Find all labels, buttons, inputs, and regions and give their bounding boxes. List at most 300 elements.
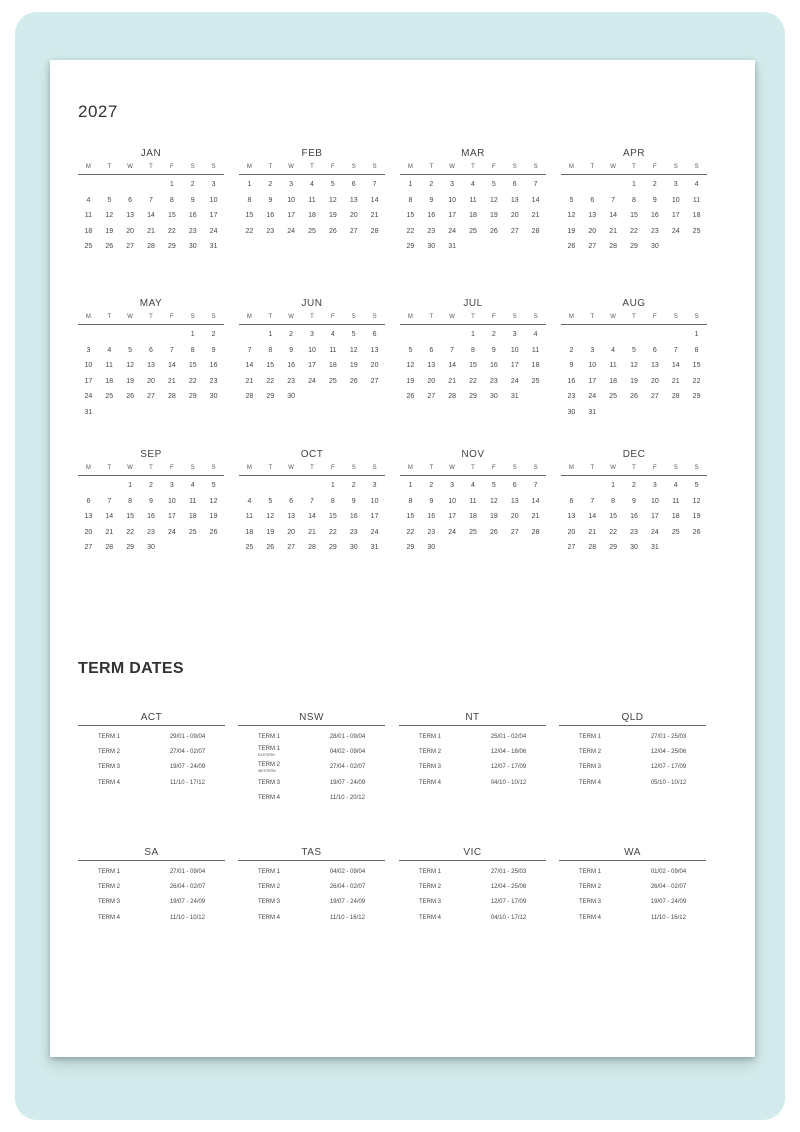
empty-day: [260, 478, 281, 494]
day-number: 19: [349, 362, 358, 369]
day-number: 28: [609, 243, 618, 250]
day-number: 29: [126, 544, 135, 551]
day-number: 4: [694, 181, 699, 188]
weekday-label: W: [610, 465, 616, 471]
term-region: EASTERN: [258, 753, 275, 758]
day-number: 23: [188, 227, 197, 235]
day-number: 13: [510, 497, 519, 505]
day-number: 26: [209, 528, 218, 536]
term-label: [78, 884, 150, 890]
term-dates: 01/02 - 09/04: [650, 868, 687, 875]
term-row: [399, 775, 546, 790]
day-number: 24: [370, 528, 379, 536]
day-number: 10: [671, 196, 680, 204]
weekday-label: T: [632, 164, 636, 170]
day-number: 22: [406, 528, 415, 536]
month-name: NOV: [461, 449, 485, 460]
day-number: 18: [469, 513, 477, 520]
day-number: 21: [588, 528, 597, 536]
weekday-header: [400, 162, 546, 175]
day-number: 12: [692, 497, 701, 505]
term-rows: [238, 864, 385, 925]
day-number: 22: [469, 377, 477, 385]
month-may: [78, 298, 224, 420]
day-number: 14: [671, 362, 680, 369]
weekday-header: [78, 463, 224, 476]
term-dates: 28/01 - 09/04: [329, 733, 366, 740]
day-number: 8: [268, 346, 273, 354]
day-number: 17: [448, 513, 457, 520]
day-number: 6: [149, 346, 153, 354]
term-label-text: TERM 1: [98, 868, 121, 875]
day-number: 1: [408, 482, 413, 489]
term-label: [559, 915, 631, 921]
day-number: 15: [167, 212, 176, 219]
term-row: [399, 864, 546, 879]
day-number: 20: [510, 513, 519, 520]
day-number: 9: [190, 196, 195, 204]
state-sa: [78, 847, 225, 925]
day-number: 4: [673, 482, 678, 489]
day-number: 19: [489, 212, 498, 219]
day-number: 7: [372, 181, 377, 188]
day-number: 26: [349, 377, 358, 385]
weekday-label: M: [407, 314, 413, 320]
day-number: 14: [588, 513, 597, 520]
weekday-label: S: [694, 465, 699, 471]
term-label: [238, 795, 310, 801]
day-number: 11: [469, 497, 477, 505]
empty-day: [281, 478, 302, 494]
day-number: 2: [211, 331, 216, 338]
day-number: 20: [126, 227, 135, 235]
month-nov: [400, 449, 546, 556]
term-label-text: TERM 1: [98, 733, 121, 740]
day-number: 8: [408, 196, 413, 204]
day-number: 29: [609, 544, 618, 551]
term-dates: 19/07 - 24/09: [329, 779, 366, 786]
day-number: 30: [427, 243, 436, 250]
term-label: [399, 884, 471, 890]
day-number: 17: [448, 212, 457, 219]
day-number: 1: [611, 482, 616, 489]
term-dates: 11/10 - 17/12: [170, 779, 205, 786]
day-number: 5: [408, 346, 413, 354]
weekday-label: T: [107, 314, 112, 320]
day-number: 25: [692, 227, 701, 235]
term-label-text: TERM 4: [258, 794, 281, 801]
weekday-label: T: [471, 164, 475, 170]
day-number: 18: [105, 377, 114, 385]
day-number: 3: [673, 181, 678, 188]
day-number: 26: [489, 528, 498, 536]
day-number: 29: [266, 393, 275, 400]
term-label: [399, 780, 471, 786]
day-number: 4: [86, 196, 91, 204]
term-dates: 12/07 - 17/09: [490, 899, 527, 906]
day-number: 19: [630, 377, 638, 385]
term-label: [399, 899, 471, 905]
term-label-text: TERM 4: [98, 779, 121, 786]
day-number: 21: [308, 528, 316, 536]
day-number: 11: [692, 196, 701, 204]
day-number: 29: [630, 243, 638, 250]
day-number: 18: [671, 513, 680, 520]
day-number: 30: [427, 544, 436, 551]
term-dates: 11/10 - 20/12: [330, 794, 365, 801]
day-number: 2: [429, 181, 434, 188]
weekday-label: S: [512, 314, 517, 320]
term-dates: 04/02 - 09/04: [329, 868, 366, 875]
day-number: 20: [567, 528, 576, 536]
weekday-label: M: [568, 164, 574, 170]
day-number: 18: [531, 362, 540, 369]
day-number: 3: [169, 482, 174, 489]
day-number: 7: [450, 346, 455, 354]
term-row: [399, 910, 546, 925]
term-dates: 29/01 - 09/04: [169, 733, 206, 740]
day-number: 23: [209, 377, 218, 385]
day-number: 27: [349, 227, 358, 235]
term-label-text: TERM 2: [98, 748, 121, 755]
day-number: 8: [471, 346, 475, 354]
term-label-text: TERM 2: [579, 883, 602, 890]
term-label-text: TERM 3: [98, 899, 121, 906]
day-number: 27: [84, 544, 93, 551]
month-oct: [239, 449, 385, 556]
day-number: 14: [147, 212, 155, 219]
weekday-label: S: [673, 465, 678, 471]
state-tas: [238, 847, 385, 925]
day-number: 20: [650, 377, 659, 385]
term-row: [399, 879, 546, 894]
day-number: 21: [448, 377, 457, 385]
day-number: 14: [448, 362, 457, 369]
day-number: 14: [308, 513, 316, 520]
day-number: 24: [84, 393, 93, 400]
day-number: 5: [694, 482, 699, 489]
term-row: [78, 744, 225, 759]
days-grid: [561, 478, 707, 556]
day-number: 27: [567, 544, 576, 551]
term-row: [238, 790, 385, 805]
term-dates: 12/04 - 18/06: [490, 748, 527, 755]
day-number: 1: [408, 181, 413, 188]
days-grid: [78, 177, 224, 255]
day-number: 28: [147, 243, 155, 250]
term-label: [78, 899, 150, 905]
day-number: 22: [328, 528, 337, 536]
day-number: 8: [169, 196, 174, 204]
term-dates: 12/07 - 17/09: [650, 764, 687, 771]
weekday-label: S: [512, 164, 517, 170]
month-name: JAN: [140, 148, 162, 159]
term-row: [238, 864, 385, 879]
term-rows: [78, 864, 225, 925]
weekday-label: M: [85, 314, 91, 320]
term-label: [78, 764, 150, 770]
day-number: 26: [328, 227, 337, 235]
empty-day: [421, 327, 442, 343]
weekday-label: T: [590, 314, 595, 320]
day-number: 21: [531, 212, 540, 219]
day-number: 12: [105, 212, 114, 219]
term-dates: 05/10 - 10/12: [650, 779, 687, 786]
weekday-label: M: [407, 164, 413, 170]
day-number: 24: [510, 377, 519, 385]
day-number: 8: [694, 346, 699, 354]
term-label-text: TERM 2: [258, 761, 281, 768]
term-label-text: TERM 2: [258, 883, 281, 890]
term-label: [399, 869, 471, 875]
term-label: [238, 780, 310, 786]
term-rows: [78, 729, 225, 790]
day-number: 22: [406, 227, 415, 235]
empty-day: [141, 327, 162, 343]
term-label: [399, 764, 471, 770]
day-number: 15: [188, 362, 197, 369]
day-number: 16: [427, 212, 436, 219]
day-number: 7: [590, 497, 595, 505]
day-number: 24: [588, 393, 597, 400]
day-number: 26: [105, 243, 114, 250]
empty-day: [239, 327, 260, 343]
day-number: 6: [351, 181, 356, 188]
day-number: 23: [567, 393, 576, 400]
day-number: 22: [266, 377, 275, 385]
day-number: 4: [310, 181, 314, 188]
term-row: [559, 879, 706, 894]
term-label-text: TERM 2: [419, 883, 442, 890]
day-number: 2: [289, 331, 294, 338]
term-label-text: TERM 4: [579, 914, 602, 921]
weekday-label: S: [351, 164, 356, 170]
weekday-header: [239, 162, 385, 175]
day-number: 6: [372, 331, 377, 338]
days-grid: [78, 327, 224, 420]
weekday-label: F: [331, 314, 335, 320]
day-number: 13: [147, 362, 155, 369]
day-number: 17: [167, 513, 176, 520]
day-number: 11: [308, 196, 316, 204]
day-number: 30: [287, 393, 296, 400]
weekday-label: F: [331, 164, 335, 170]
weekday-label: S: [211, 314, 216, 320]
term-dates: 27/01 - 25/03: [650, 733, 687, 740]
year-title: 2027: [78, 102, 118, 121]
day-number: 19: [406, 377, 415, 385]
term-row: [559, 760, 706, 775]
day-number: 20: [588, 227, 597, 235]
day-number: 31: [650, 544, 659, 551]
day-number: 2: [632, 482, 636, 489]
term-dates: 27/04 - 02/07: [329, 764, 366, 771]
day-number: 10: [167, 497, 176, 505]
term-dates: 26/04 - 02/07: [169, 883, 206, 890]
day-number: 29: [692, 393, 701, 400]
day-number: 17: [650, 513, 659, 520]
term-dates: 25/01 - 02/04: [490, 733, 527, 740]
weekday-header: [78, 312, 224, 325]
day-number: 9: [632, 497, 636, 505]
day-number: 2: [569, 346, 574, 354]
day-number: 6: [86, 497, 91, 505]
day-number: 31: [448, 243, 457, 250]
day-number: 12: [266, 513, 275, 520]
weekday-label: W: [449, 314, 455, 320]
days-grid: [400, 478, 546, 556]
day-number: 14: [531, 196, 540, 204]
day-number: 30: [630, 544, 638, 551]
day-number: 6: [289, 497, 294, 505]
day-number: 16: [147, 513, 155, 520]
term-row: [78, 895, 225, 910]
day-number: 27: [510, 227, 519, 235]
term-row: [559, 864, 706, 879]
day-number: 14: [105, 513, 114, 520]
day-number: 7: [107, 497, 112, 505]
month-name: FEB: [301, 148, 323, 159]
day-number: 7: [673, 346, 678, 354]
empty-day: [400, 327, 421, 343]
day-number: 22: [245, 227, 254, 235]
month-name: MAY: [139, 298, 163, 309]
day-number: 5: [491, 482, 496, 489]
day-number: 7: [533, 181, 538, 188]
day-number: 22: [188, 377, 197, 385]
weekday-label: W: [127, 465, 133, 471]
day-number: 25: [609, 393, 618, 400]
month-apr: [561, 148, 707, 255]
day-number: 28: [167, 393, 176, 400]
day-number: 21: [105, 528, 114, 536]
day-number: 13: [588, 212, 597, 219]
day-number: 4: [533, 331, 538, 338]
empty-day: [78, 177, 99, 193]
day-number: 19: [328, 212, 337, 219]
day-number: 16: [188, 212, 197, 219]
day-number: 19: [567, 227, 576, 235]
term-label: [78, 869, 150, 875]
weekday-label: M: [246, 164, 252, 170]
weekday-label: W: [288, 314, 294, 320]
term-dates: 19/07 - 24/09: [329, 899, 366, 906]
day-number: 18: [609, 377, 618, 385]
day-number: 17: [671, 212, 680, 219]
day-number: 25: [671, 528, 680, 536]
term-dates: 27/01 - 09/04: [169, 868, 206, 875]
weekday-label: S: [351, 465, 356, 471]
day-number: 6: [128, 196, 133, 204]
weekday-label: T: [268, 465, 273, 471]
weekday-label: S: [190, 164, 195, 170]
weekday-label: T: [310, 314, 314, 320]
term-region: WESTERN: [258, 768, 276, 773]
term-label-text: TERM 4: [579, 779, 602, 786]
day-number: 11: [329, 346, 337, 354]
day-number: 19: [126, 377, 135, 385]
term-label-text: TERM 4: [419, 779, 442, 786]
day-number: 8: [611, 497, 616, 505]
day-number: 27: [370, 377, 379, 385]
term-dates: 19/07 - 24/09: [650, 899, 687, 906]
term-label-text: TERM 3: [258, 779, 281, 786]
day-number: 18: [84, 227, 93, 235]
term-dates: 26/04 - 02/07: [329, 883, 366, 890]
day-number: 17: [510, 362, 519, 369]
day-number: 15: [245, 212, 254, 219]
term-label: [559, 749, 631, 755]
term-row: [559, 895, 706, 910]
weekday-label: S: [211, 465, 216, 471]
weekday-label: M: [407, 465, 413, 471]
day-number: 21: [245, 377, 254, 385]
term-label-text: TERM 1: [419, 868, 442, 875]
empty-day: [141, 177, 162, 193]
term-row: [78, 760, 225, 775]
weekday-label: F: [653, 164, 657, 170]
day-number: 22: [692, 377, 701, 385]
term-label: [238, 899, 310, 905]
day-number: 10: [209, 196, 218, 204]
day-number: 9: [652, 196, 657, 204]
day-number: 19: [489, 513, 498, 520]
term-row: [78, 775, 225, 790]
month-name: MAR: [461, 148, 485, 159]
day-number: 5: [330, 181, 335, 188]
day-number: 1: [632, 181, 636, 188]
day-number: 4: [611, 346, 616, 354]
day-number: 21: [147, 227, 155, 235]
day-number: 5: [268, 497, 273, 505]
day-number: 26: [266, 544, 275, 551]
state-name: ACT: [78, 712, 225, 726]
day-number: 3: [289, 181, 294, 188]
day-number: 23: [650, 227, 659, 235]
day-number: 14: [370, 196, 379, 204]
day-number: 17: [84, 377, 93, 385]
empty-day: [582, 478, 603, 494]
empty-day: [561, 478, 582, 494]
day-number: 8: [408, 497, 413, 505]
term-label: [238, 762, 310, 773]
weekday-label: S: [372, 164, 377, 170]
day-number: 25: [245, 544, 254, 551]
weekday-label: M: [85, 465, 91, 471]
day-number: 18: [469, 212, 477, 219]
weekday-label: F: [492, 164, 496, 170]
day-number: 3: [211, 181, 216, 188]
empty-day: [561, 327, 582, 343]
state-act: [78, 712, 225, 790]
weekday-label: W: [288, 465, 294, 471]
empty-day: [99, 177, 120, 193]
term-label-text: TERM 4: [258, 914, 281, 921]
term-dates: 04/10 - 17/12: [490, 914, 527, 921]
day-number: 10: [650, 497, 659, 505]
term-label: [78, 915, 150, 921]
weekday-header: [78, 162, 224, 175]
weekday-label: M: [246, 314, 252, 320]
term-dates: 27/04 - 02/07: [169, 748, 206, 755]
weekday-label: T: [471, 465, 475, 471]
month-name: JUL: [463, 298, 483, 309]
weekday-label: M: [568, 465, 574, 471]
day-number: 11: [245, 513, 254, 520]
term-row: [559, 744, 706, 759]
day-number: 6: [512, 181, 517, 188]
empty-day: [603, 177, 624, 193]
